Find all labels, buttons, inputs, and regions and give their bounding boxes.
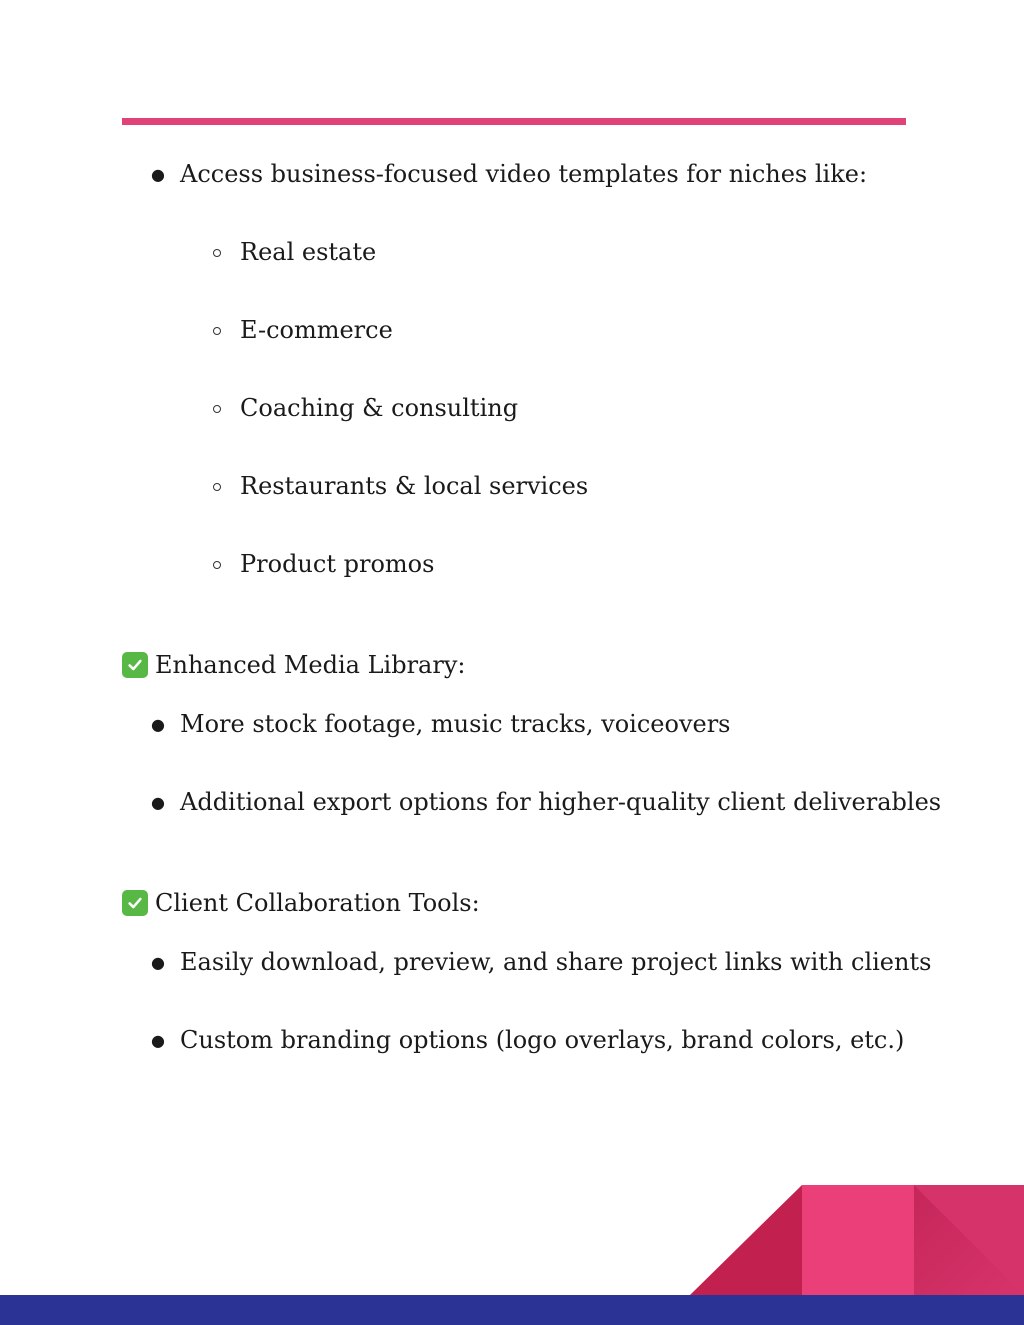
niche-item: E-commerce [240,316,393,344]
bullet-dot: ● [151,715,165,734]
footer-bar [0,1295,1024,1325]
sub-bullet-circle [213,405,221,413]
sub-bullet-circle [213,249,221,257]
check-mark-icon [122,652,148,678]
niche-item: Product promos [240,550,435,578]
feature-item: Custom branding options (logo overlays, brand colors, etc.) [180,1026,905,1054]
feature-item: Additional export options for higher-quality client deliverables [180,788,942,816]
bullet-dot: ● [151,953,165,972]
bullet-dot: ● [151,793,165,812]
sub-bullet-circle [213,327,221,335]
niche-item: Coaching & consulting [240,394,519,422]
section-heading: Client Collaboration Tools: [155,889,480,917]
feature-item: Easily download, preview, and share project links with clients [180,948,932,976]
top-accent-rule [122,118,906,125]
section-heading: Enhanced Media Library: [155,651,466,679]
sub-bullet-circle [213,561,221,569]
niche-item: Restaurants & local services [240,472,589,500]
intro-bullet-text: Access business-focused video templates for niches like: [180,160,868,188]
niche-item: Real estate [240,238,377,266]
bullet-dot: ● [151,1031,165,1050]
feature-item: More stock footage, music tracks, voiceovers [180,710,731,738]
sub-bullet-circle [213,483,221,491]
bullet-dot: ● [151,165,165,184]
decorative-corner-shapes [690,1185,1024,1295]
check-mark-icon [122,890,148,916]
